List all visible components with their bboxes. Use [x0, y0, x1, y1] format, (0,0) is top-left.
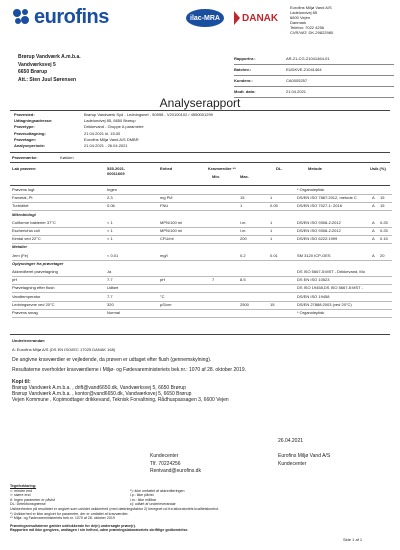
result-unc: 15	[380, 195, 385, 201]
result-param: Escherichia coli	[12, 228, 40, 233]
result-value: Ja	[107, 269, 112, 274]
result-value: 7.7	[107, 277, 113, 283]
sample-info-label: Prøvetype:	[14, 124, 35, 130]
legend-title: Tegnforklaring:	[10, 484, 37, 488]
result-unit: mg Pt/l	[160, 195, 173, 201]
result-method: DS EN ISO 10523	[297, 277, 330, 283]
legend-item: DL: Detektionsgrænse	[10, 502, 46, 507]
result-param: Kimtal ved 22°C	[12, 236, 41, 242]
result-param: pH	[12, 277, 18, 283]
signature-right-line: Kundecenter	[278, 460, 307, 467]
result-param: Ledningsevne ved 20°C	[12, 301, 55, 307]
result-max: i.m.	[240, 219, 247, 225]
result-max: i.m.	[240, 228, 247, 233]
proevemaerke-row	[12, 155, 392, 162]
recipient-att: Att.: Sten Juul Sørensen	[18, 76, 77, 83]
notes-line-2: Resultaterne overholder kravværdierne i Miljø- og Fødevareministeriets bek.nr.: 1070 af 28. oktober 2019.	[12, 367, 247, 373]
col-header-sample-no: 535-2021-00011669	[107, 166, 126, 176]
result-unit: MPN/100 ml	[160, 219, 183, 225]
underleverandor-text: A: Eurofins Miljø A/S (DS EN ISO/IEC 17025 DANAK 168)	[12, 347, 116, 352]
notes-block	[12, 338, 392, 403]
page-number: Side 1 af 1	[343, 537, 363, 542]
result-value: < 1	[107, 236, 113, 242]
result-flag: A	[372, 219, 375, 225]
lab-address-line: CVR/VAT: DK-29822980	[290, 30, 334, 35]
sample-info-label: Prøvested:	[14, 112, 35, 117]
sample-info-label: Analyseperiode:	[14, 142, 46, 148]
col-header-krav: Kravværdier **	[208, 166, 236, 171]
legend-item: <: mindre end	[10, 488, 33, 493]
report-meta-label: Kundenr.:	[234, 78, 253, 83]
report-meta-value: EUDKVE-21041464	[286, 67, 322, 72]
result-method: DS/EN ISO 7887:2012, metode C	[297, 195, 357, 201]
legend-item: i.m.: ikke målbar	[130, 497, 157, 502]
legend-item: c): udført af underleverandør	[130, 502, 176, 507]
result-value: Udført	[107, 285, 119, 291]
result-dl: 0.01	[270, 252, 278, 258]
sample-info-value: Eurofins Miljø Vand A/S DMBR	[84, 136, 139, 142]
lab-address-line: Ladelundvej 85	[290, 10, 318, 15]
copy-line: Brørup Vandværk A.m.b.a. , kontor@vand6650.dk, Vandværksvej 5, 6650 Brørup	[12, 391, 192, 397]
result-unc: 0.25	[380, 219, 388, 225]
underleverandor-title: Underleverandør:	[12, 338, 46, 343]
result-min: 7	[212, 277, 215, 283]
lab-address	[290, 5, 390, 35]
danak-logo	[230, 8, 279, 28]
notes-line-1: De angivne kravværdier er vejledende, da prøven er udtaget efter flush (gennemskylning).	[12, 357, 212, 363]
result-method: DS/EN 27888:2003 (ved 20°C)	[297, 301, 352, 307]
report-meta-value: 21.04.2021	[286, 89, 307, 94]
sample-info-label: Prøvetager:	[14, 136, 37, 142]
report-meta-value: AR-21-CG-21041464-01	[286, 56, 330, 61]
divider	[10, 334, 390, 335]
sample-info-value: 21.04.2021 kl. 15:30	[84, 130, 121, 136]
sample-info-value: Drikkevand - Gruppe A parametre	[84, 124, 144, 130]
result-param: Vandtemperatur	[12, 293, 41, 299]
report-meta-row	[234, 65, 394, 76]
legend-item: >: større end	[10, 493, 31, 498]
lab-address-line: Telefon: 7022 4256	[290, 25, 325, 30]
result-value: < 1	[107, 219, 113, 225]
divider	[10, 152, 390, 153]
signature-left	[150, 453, 260, 476]
sample-info-value: Brørup Vandværk Syd - Ledningsnet - 50598 - V20100102 / 4550001299	[84, 112, 213, 117]
result-dl: 1	[270, 228, 273, 233]
col-header-unc: Usik (%)	[370, 166, 386, 171]
signature-right-line: Eurofins Miljø Vand A/S	[278, 453, 331, 459]
result-value: 320	[107, 301, 114, 307]
proevemaerke-label: Prøvemærke:	[12, 155, 38, 160]
divider	[10, 162, 390, 163]
sample-info-value: 21.04.2021 - 26.04.2021	[84, 142, 128, 148]
recipient-street: Vandværksvej 5	[18, 61, 56, 68]
copy-line: Brørup Vandværk A.m.b.a. , drift@vand6650.dk, Vandværksvej 5, 6650 Brørup	[12, 385, 186, 391]
report-meta-label: Batchnr.:	[234, 67, 252, 72]
result-param: Farvetal, Pt	[12, 195, 33, 201]
results-table-header	[12, 164, 392, 184]
sample-info-label: Udtagningsadresse:	[14, 118, 53, 124]
legend-footer: Prøvningsresultaterne gælder udelukkende for de(n) undersøgte prøve(r).	[10, 523, 136, 528]
legend-item: i.p.: ikke påvist	[130, 493, 154, 498]
legend-fine-print: ** Miljø- og Fødevareministeriets bek.nr. 1070 af 28. oktober 2019	[10, 516, 115, 521]
report-meta-value: CA0005257	[286, 78, 308, 83]
table-row	[12, 309, 392, 318]
result-value: < 1	[107, 228, 113, 233]
report-meta-row	[234, 76, 394, 87]
table-section-header	[12, 211, 392, 219]
signature-date: 26.04.2021	[278, 438, 304, 444]
result-unit: MPN/100 ml	[160, 228, 183, 233]
result-method: DS/EN ISO 7027-1: 2016	[297, 203, 342, 209]
col-header-method: Metode	[308, 166, 322, 171]
result-method: * Organoleptisk	[297, 310, 325, 315]
sample-info-value: Ladelundvej 85, 6650 Brørup	[84, 118, 136, 124]
recipient-name: Brørup Vandværk A.m.b.a.	[18, 54, 81, 60]
result-param: Jern (Fe)	[12, 252, 29, 258]
result-unit: mg/l	[160, 252, 168, 258]
copy-title: Kopi til:	[12, 379, 31, 385]
result-unc: 0.15	[380, 236, 388, 242]
result-max: 8.5	[240, 277, 246, 283]
result-unit: µS/cm	[160, 301, 172, 307]
result-max: 1	[240, 203, 243, 209]
result-dl: 0.05	[270, 203, 278, 209]
result-max: 200	[240, 236, 247, 242]
sample-info-label: Prøveudtagning:	[14, 130, 46, 136]
result-dl: 1	[270, 195, 273, 201]
result-param: Akkrediteret prøvetagning	[12, 269, 58, 274]
svg-text:ilac-MRA: ilac-MRA	[190, 15, 220, 22]
divider	[10, 110, 390, 111]
result-method: DS/EN ISO 19458	[297, 293, 330, 299]
result-flag: A	[372, 236, 375, 242]
result-param: Coliforme bakterier 37°C	[12, 219, 56, 225]
signature-left-line: Tlf. 70224256	[150, 460, 181, 467]
result-unit: °C	[160, 293, 165, 299]
recipient-block	[18, 54, 198, 84]
result-dl: 1	[270, 219, 273, 225]
result-flag: A	[372, 252, 375, 258]
result-dl: 1	[270, 236, 273, 242]
result-value: Normal	[107, 310, 120, 315]
section-title: Mikrobiologi	[12, 211, 36, 217]
result-value: Ingen	[107, 187, 118, 192]
ilac-mra-logo	[185, 8, 225, 28]
col-header-min: Min.	[212, 174, 220, 179]
page-title: Analyserapport	[159, 96, 241, 110]
result-dl: 15	[270, 301, 275, 307]
result-unc: 20	[380, 252, 385, 258]
legend-fine-print: *) Usikkerhed er ikke angivet for parametre, der er omfattet af kravværdier.	[10, 511, 129, 516]
col-header-unit: Enhed	[160, 166, 173, 171]
lab-address-line: 6600 Vejen	[290, 15, 311, 20]
col-header-param: Lab prøvenr:	[12, 166, 37, 171]
result-method: DS ISO 19458,DS ISO 5667-5:MST -	[297, 285, 363, 291]
svg-text:DANAK: DANAK	[242, 13, 279, 24]
recipient-city: 6650 Brørup	[18, 69, 48, 75]
sample-info-row	[14, 143, 394, 149]
legend-item: #: Ingen parameter er påvist	[10, 497, 55, 502]
result-param: Prøvetagning efter flush	[12, 285, 55, 291]
signature-left-line: Kundecenter	[150, 453, 179, 459]
eurofins-logo-text: eurofins	[34, 6, 109, 28]
lab-address-line: Eurofins Miljø Vand A/S	[290, 5, 332, 10]
proevemaerke-value: Køkken	[60, 155, 74, 160]
result-method: SM 3120 ICP-OES	[297, 252, 331, 258]
legend	[10, 484, 390, 533]
table-section-header	[12, 260, 392, 268]
result-max: 15	[240, 195, 245, 201]
result-value: < 0.01	[107, 252, 119, 258]
report-meta-row	[234, 54, 394, 65]
result-value: 7.7	[107, 293, 113, 299]
signature-right	[278, 453, 388, 468]
section-title: Oplysninger fra prøvetager	[12, 260, 64, 266]
lab-address-line: Danmark	[290, 20, 307, 25]
result-max: 2500	[240, 301, 249, 307]
legend-fine-print: Usikkerheden på resultatet er angivet som udvidet usikkerhed (med dækningsfaktor 2) beregnet ud fra laboratoriets kvalitetskontrol.	[10, 506, 220, 511]
table-section-header	[12, 243, 392, 251]
copy-line: Vejen Kommune , Kopimodtager drikkevand, Teknisk Forvaltning, Rådhuspassagen 3, 6600 Vejen	[12, 397, 229, 403]
report-meta	[234, 54, 394, 98]
result-method: DS/EN ISO 6222:1999	[297, 236, 338, 242]
result-unc: 15	[380, 203, 385, 209]
sample-info	[14, 112, 394, 149]
result-max: 0.2	[240, 252, 246, 258]
result-method: DS ISO 5667-5:MST - Drikkevand, Mo	[297, 269, 365, 274]
result-flag: A	[372, 195, 375, 201]
result-param: Prøvens lugt	[12, 187, 35, 192]
result-unit: CFU/ml	[160, 236, 174, 242]
result-value: 0.06	[107, 203, 115, 209]
result-value: 2.3	[107, 195, 113, 201]
signature-left-line: Rentvand@eurofins.dk	[150, 468, 201, 474]
report-meta-label: Rapportnr.:	[234, 56, 256, 61]
result-method: * Organoleptisk	[297, 187, 325, 192]
result-method: DS/EN ISO 9308-2:2012	[297, 228, 341, 233]
result-unit: FNU	[160, 203, 169, 209]
result-param: Turbiditet	[12, 203, 29, 209]
result-flag: A	[372, 228, 375, 233]
legend-items	[10, 489, 390, 507]
result-unc: 0.25	[380, 228, 388, 233]
col-header-dl: DL.	[276, 166, 283, 171]
section-title: Metaller	[12, 244, 28, 250]
col-header-max: Max.	[240, 174, 249, 179]
result-flag: A	[372, 203, 375, 209]
result-param: Prøvens smag	[12, 310, 38, 315]
legend-item: *): ikke omfattet af akkrediteringen	[130, 488, 185, 493]
result-method: DS/EN ISO 9308-2:2012	[297, 219, 341, 225]
legend-footer: Rapporten må ikke gengives, undtagen i sin helhed, uden prøvningslaboratoriets skriftlige godkendelse.	[10, 528, 189, 533]
report-meta-label: Modt. dato:	[234, 89, 256, 94]
result-unit: pH	[160, 277, 166, 283]
eurofins-logo-mark	[10, 6, 32, 28]
